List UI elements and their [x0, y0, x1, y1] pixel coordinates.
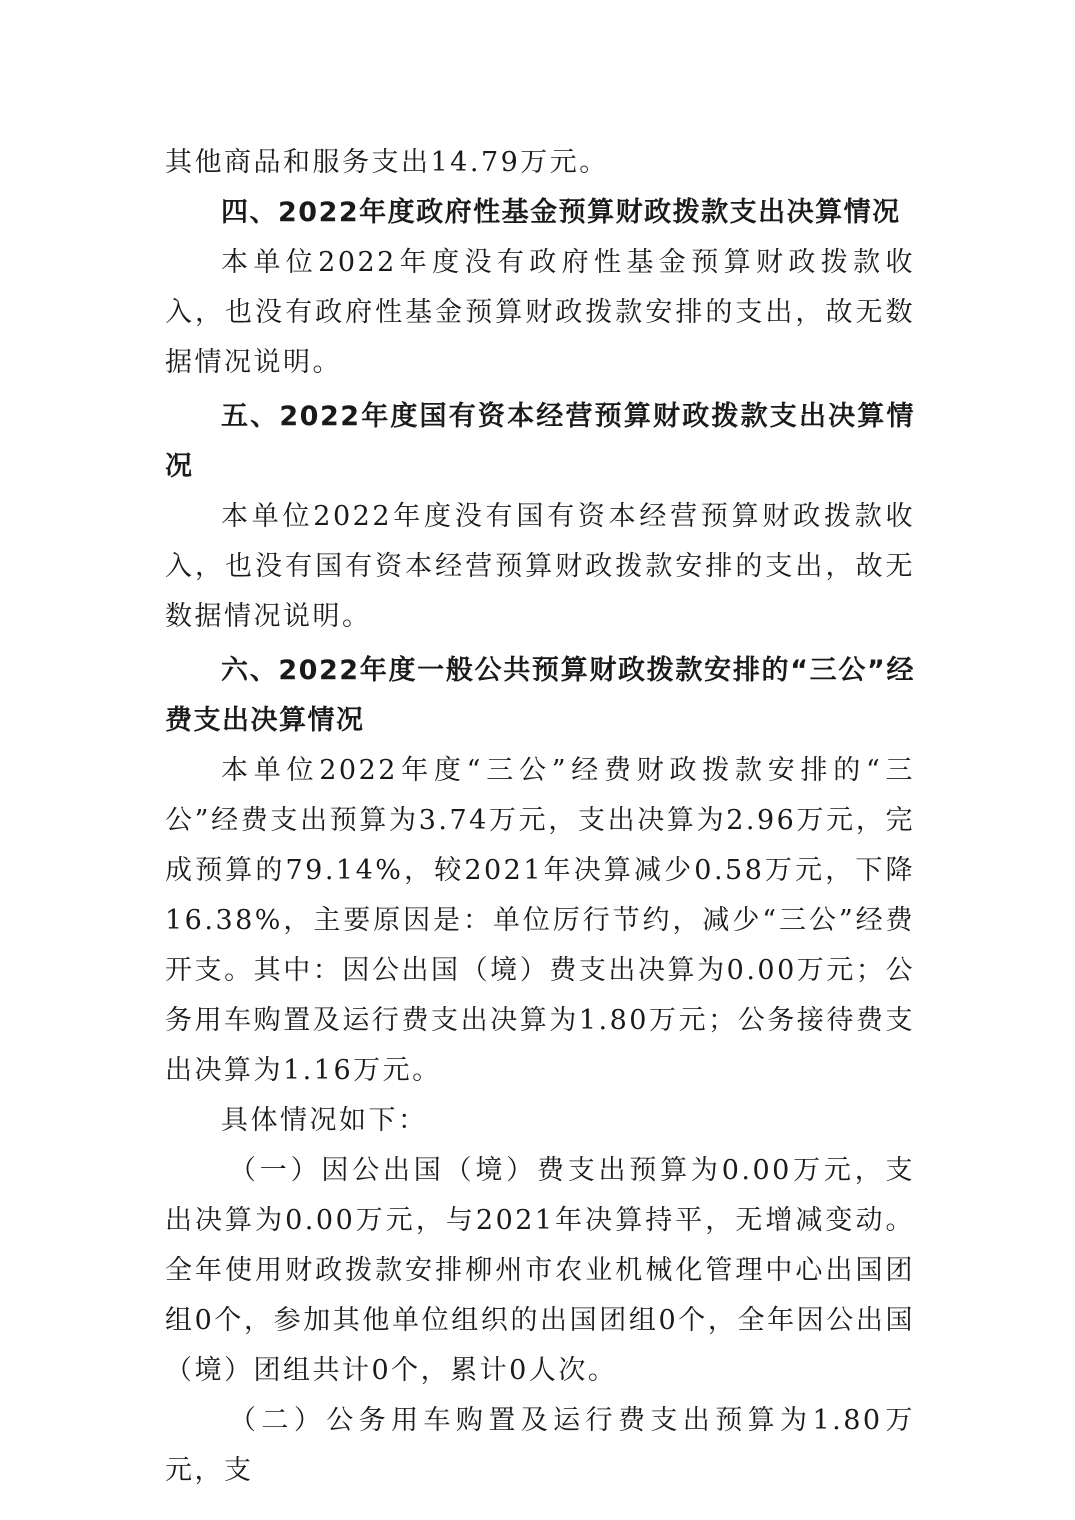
paragraph-section-5: 本单位2022年度没有国有资本经营预算财政拨款收入，也没有国有资本经营预算财政拨款安排的支出，故无数据情况说明。 — [165, 501, 915, 632]
paragraph-official-vehicles: （二）公务用车购置及运行费支出预算为1.80万元，支 — [165, 1405, 915, 1486]
section-heading-6: 六、2022年度一般公共预算财政拨款安排的“三公”经费支出决算情况 — [165, 655, 915, 736]
paragraph-details-intro: 具体情况如下： — [221, 1105, 428, 1136]
paragraph-other-expenses: 其他商品和服务支出14.79万元。 — [165, 147, 609, 178]
section-heading-4: 四、2022年度政府性基金预算财政拨款支出决算情况 — [221, 197, 901, 228]
document-body — [165, 138, 915, 1496]
paragraph-section-4: 本单位2022年度没有政府性基金预算财政拨款收入，也没有政府性基金预算财政拨款安排的支出，故无数据情况说明。 — [165, 247, 915, 378]
paragraph-overseas-travel: （一）因公出国（境）费支出预算为0.00万元，支出决算为0.00万元，与2021年决算持平，无增减变动。全年使用财政拨款安排柳州市农业机械化管理中心出国团组0个，参加其他单位组织的出国团组0个，全年因公出国（境）团组共计0个，累计0人次。 — [165, 1155, 915, 1386]
paragraph-section-6: 本单位2022年度“三公”经费财政拨款安排的“三公”经费支出预算为3.74万元，支出决算为2.96万元，完成预算的79.14%，较2021年决算减少0.58万元，下降16.38%，主要原因是：单位厉行节约，减少“三公”经费开支。其中：因公出国（境）费支出决算为0.00万元；公务用车购置及运行费支出决算为1.80万元；公务接待费支出决算为1.16万元。 — [165, 755, 915, 1086]
section-heading-5: 五、2022年度国有资本经营预算财政拨款支出决算情况 — [165, 401, 915, 482]
